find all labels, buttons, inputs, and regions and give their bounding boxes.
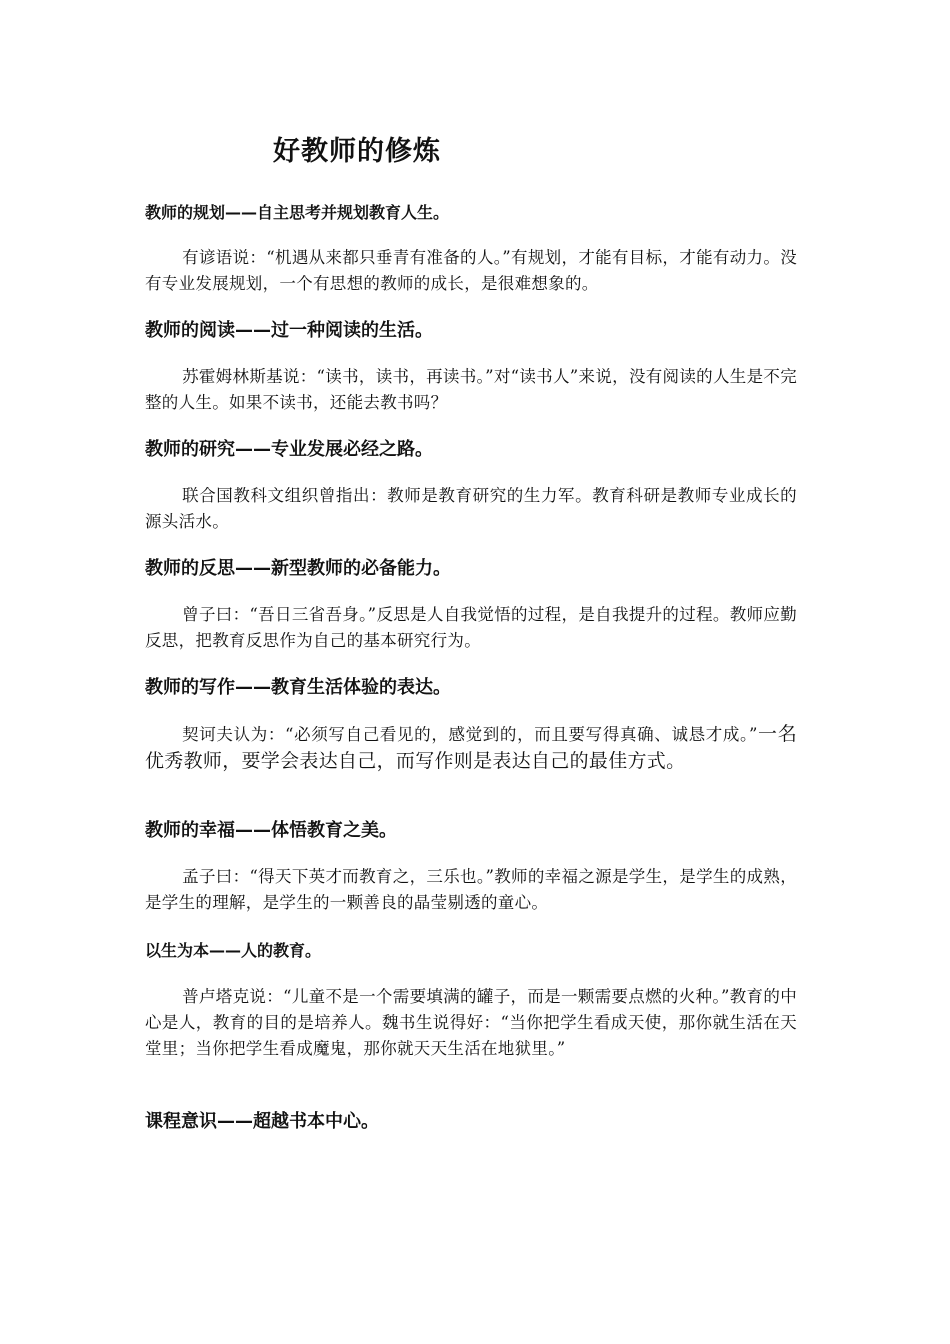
section-heading: 教师的阅读——过一种阅读的生活。 (145, 320, 433, 341)
section-curriculum (145, 1109, 797, 1135)
section-writing (145, 675, 797, 775)
section-heading: 教师的研究——专业发展必经之路。 (145, 439, 433, 460)
section-student-centered (145, 938, 797, 1062)
section-reading (145, 318, 797, 416)
section-paragraph (145, 721, 797, 775)
section-heading: 以生为本——人的教育。 (145, 941, 322, 960)
paragraph-quote: 契诃夫认为：“必须写自己看见的，感觉到的，而且要写得真确、诚恳才成。” (182, 725, 758, 744)
section-heading: 课程意识——超越书本中心。 (145, 1111, 379, 1132)
section-research (145, 437, 797, 535)
section-paragraph: 联合国教科文组织曾指出：教师是教育研究的生力军。教育科研是教师专业成长的源头活水。 (145, 486, 797, 531)
section-planning (145, 200, 797, 297)
section-heading: 教师的写作——教育生活体验的表达。 (145, 677, 451, 698)
section-happiness (145, 818, 797, 916)
section-reflection (145, 556, 797, 654)
document-title: 好教师的修炼 (273, 136, 441, 167)
section-paragraph: 苏霍姆林斯基说：“读书，读书，再读书。”对“读书人”来说，没有阅读的人生是不完整的人生。如果不读书，还能去教书吗？ (145, 367, 797, 412)
section-heading: 教师的反思——新型教师的必备能力。 (145, 558, 451, 579)
section-paragraph: 有谚语说：“机遇从来都只垂青有准备的人。”有规划，才能有目标，才能有动力。没有专业发展规划，一个有思想的教师的成长，是很难想象的。 (145, 248, 797, 293)
section-paragraph: 普卢塔克说：“儿童不是一个需要填满的罐子，而是一颗需要点燃的火种。”教育的中心是人，教育的目的是培养人。魏书生说得好：“当你把学生看成天使，那你就生活在天堂里；当你把学生看成魔鬼，那你就天天生活在地狱里。” (145, 987, 797, 1058)
section-heading: 教师的规划——自主思考并规划教育人生。 (145, 203, 450, 222)
section-heading: 教师的幸福——体悟教育之美。 (145, 820, 397, 841)
section-paragraph: 孟子曰：“得天下英才而教育之，三乐也。”教师的幸福之源是学生，是学生的成熟，是学生的理解，是学生的一颗善良的晶莹剔透的童心。 (145, 867, 797, 912)
paragraph-continuation: 一名优秀教师，要学会表达自己，而写作则是表达自己的最佳方式。 (145, 723, 797, 772)
section-paragraph: 曾子曰：“吾日三省吾身。”反思是人自我觉悟的过程，是自我提升的过程。教师应勤反思，把教育反思作为自己的基本研究行为。 (145, 605, 797, 650)
